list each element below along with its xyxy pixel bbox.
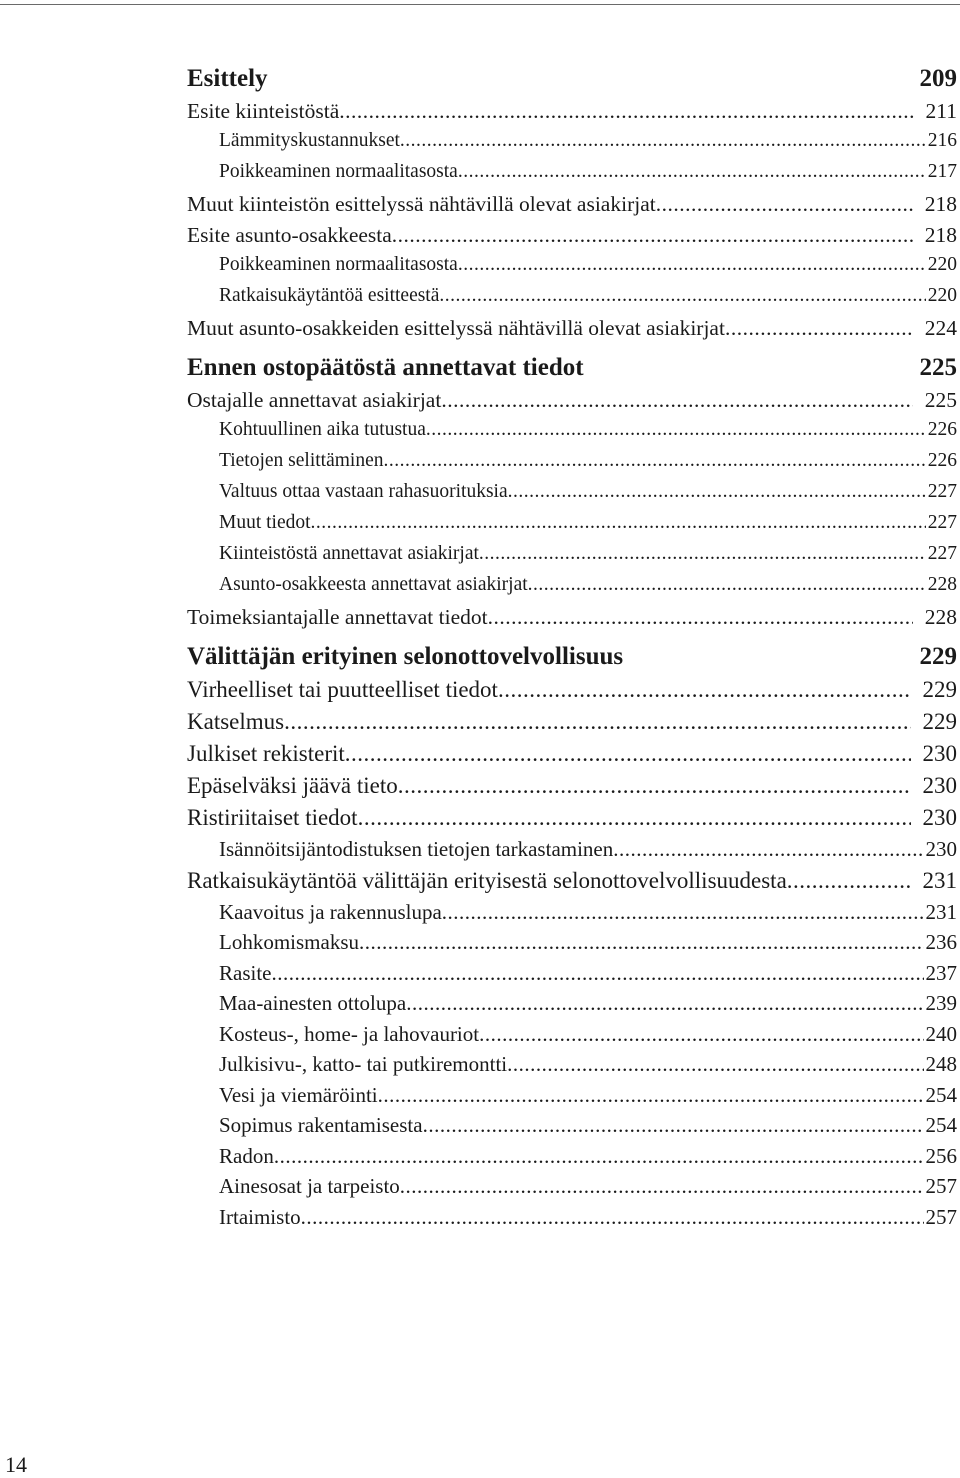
leader-dots <box>359 930 924 955</box>
toc-entry-label: Ratkaisukäytäntöä välittäjän erityisestä selonottovelvollisuudesta <box>187 867 787 893</box>
leader-dots <box>272 961 924 986</box>
leader-dots <box>383 450 925 472</box>
toc-entry-label: Kohtuullinen aika tutustua <box>219 419 426 440</box>
toc-entry-page: 237 <box>925 960 957 985</box>
toc-entry-page: 227 <box>927 543 957 564</box>
toc-entry-label: Sopimus rakentamisesta <box>219 1113 423 1137</box>
leader-dots <box>406 991 923 1016</box>
leader-dots <box>498 677 911 703</box>
toc-entry-page: 254 <box>925 1082 957 1107</box>
toc-entry-label: Muut tiedot <box>219 512 311 533</box>
leader-dots <box>488 605 913 630</box>
leader-dots <box>274 1144 924 1169</box>
top-rule <box>0 4 960 5</box>
toc-entry-page: 257 <box>925 1174 957 1198</box>
leader-dots <box>284 709 910 735</box>
toc-entry-label: Esite asunto-osakkeesta <box>187 223 392 247</box>
leader-dots <box>441 388 912 413</box>
toc-entry-page: 248 <box>925 1052 957 1076</box>
toc-entry-label: Toimeksiantajalle annettavat tiedot <box>187 605 488 629</box>
toc-entry-page: 230 <box>922 805 957 830</box>
toc-entry-label: Muut asunto-osakkeiden esittelyssä nähtävillä olevat asiakirjat <box>187 316 725 340</box>
heading-title: Välittäjän erityinen selonottovelvollisuus <box>187 642 624 670</box>
toc-entry-label: Isännöitsijäntodistuksen tietojen tarkastaminen <box>219 837 614 861</box>
toc-entry[interactable] <box>187 1022 957 1053</box>
toc-entry-page: 229 <box>922 677 957 702</box>
toc-entry-label: Ostajalle annettavat asiakirjat <box>187 388 442 412</box>
toc-entry-label: Virheelliset tai puutteelliset tiedot <box>187 677 498 702</box>
toc-entry-label: Tietojen selittäminen <box>219 450 384 471</box>
leader-dots <box>442 900 924 925</box>
toc-entry-page: 216 <box>927 130 957 151</box>
page-number: 14 <box>5 1452 27 1477</box>
toc-entry[interactable] <box>187 419 957 450</box>
toc-entry[interactable] <box>187 1174 957 1205</box>
toc-entry[interactable] <box>187 837 957 868</box>
toc-entry-page: 220 <box>927 254 957 275</box>
toc-entry-label: Kosteus-, home- ja lahovauriot <box>219 1021 480 1046</box>
toc-entry-page: 236 <box>925 930 957 954</box>
toc-heading-section3[interactable] <box>187 636 957 677</box>
toc-group-section2 <box>187 388 957 636</box>
toc-entry-page: 231 <box>922 867 957 893</box>
leader-dots <box>439 285 925 307</box>
leader-dots <box>479 1022 923 1047</box>
toc-entry[interactable] <box>187 741 957 773</box>
toc-entry-label: Vesi ja viemäröinti <box>219 1082 378 1107</box>
toc-entry-page: 239 <box>925 991 957 1015</box>
toc-entry[interactable] <box>187 709 957 741</box>
toc-entry-page: 211 <box>925 99 957 123</box>
leader-dots <box>507 1052 923 1077</box>
toc-group-section3 <box>187 677 957 1235</box>
toc-entry[interactable] <box>187 450 957 481</box>
leader-dots <box>787 868 911 894</box>
toc-entry-page: 218 <box>924 223 957 247</box>
leader-dots <box>311 512 926 534</box>
toc-entry-label: Rasite <box>219 960 272 985</box>
toc-entry-label: Julkiset rekisterit <box>187 741 345 766</box>
toc-entry[interactable] <box>187 574 957 605</box>
heading-title: Ennen ostopäätöstä annettavat tiedot <box>187 353 584 381</box>
toc-entry-label: Ainesosat ja tarpeisto <box>219 1174 400 1198</box>
toc-entry-page: 227 <box>927 512 957 533</box>
toc-entry-label: Asunto-osakkeesta annettavat asiakirjat <box>219 574 528 595</box>
toc-entry-page: 228 <box>927 574 957 595</box>
heading-title: Esittely <box>187 64 268 92</box>
toc-entry-label: Muut kiinteistön esittelyssä nähtävillä olevat asiakirjat <box>187 192 656 216</box>
leader-dots <box>528 574 926 596</box>
toc-entry-page: 230 <box>922 741 957 766</box>
leader-dots <box>458 254 926 276</box>
toc-entry[interactable] <box>187 1113 957 1144</box>
leader-dots <box>400 130 926 152</box>
heading-page: 225 <box>919 353 957 381</box>
toc-entry-page: 257 <box>925 1204 957 1229</box>
toc-entry-page: 218 <box>924 192 957 216</box>
toc-entry-page: 225 <box>924 388 957 412</box>
toc-entry-page: 224 <box>924 316 957 340</box>
toc-entry[interactable] <box>187 543 957 574</box>
toc-entry-page: 229 <box>922 709 957 734</box>
toc-entry-page: 231 <box>925 899 957 924</box>
toc-entry-page: 254 <box>925 1113 957 1137</box>
toc-entry-page: 226 <box>927 450 957 471</box>
leader-dots <box>423 1113 924 1138</box>
toc-entry-page: 217 <box>927 161 957 182</box>
toc-entry[interactable] <box>187 99 957 130</box>
toc-entry[interactable] <box>187 961 957 992</box>
toc-entry-label: Esite kiinteistöstä <box>187 99 340 123</box>
toc-entry-label: Kiinteistöstä annettavat asiakirjat <box>219 543 479 564</box>
toc-entry[interactable] <box>187 161 957 192</box>
toc-entry[interactable] <box>187 285 957 316</box>
toc-entry[interactable] <box>187 805 957 837</box>
toc-entry-label: Epäselväksi jäävä tieto <box>187 773 398 798</box>
toc-heading-section1[interactable] <box>187 58 957 99</box>
leader-dots <box>458 161 926 183</box>
toc-entry-label: Poikkeaminen normaalitasosta <box>219 161 458 182</box>
leader-dots <box>508 481 926 503</box>
toc-entry[interactable] <box>187 223 957 254</box>
leader-dots <box>400 1174 924 1199</box>
toc-entry[interactable] <box>187 1052 957 1083</box>
toc-entry-page: 240 <box>925 1021 957 1046</box>
toc-entry-page: 256 <box>925 1143 957 1168</box>
leader-dots <box>358 805 911 831</box>
toc-entry[interactable] <box>187 481 957 512</box>
toc-entry-label: Ristiriitaiset tiedot <box>187 805 358 830</box>
toc-entry-page: 220 <box>927 285 957 306</box>
leader-dots <box>725 316 913 341</box>
leader-dots <box>301 1205 924 1230</box>
toc-entry-label: Maa-ainesten ottolupa <box>219 991 407 1015</box>
leader-dots <box>392 223 913 248</box>
toc-entry-label: Lohkomismaksu <box>219 930 359 954</box>
toc-entry-page: 228 <box>924 605 957 629</box>
toc-entry[interactable] <box>187 900 957 931</box>
leader-dots <box>613 837 923 862</box>
toc-entry-page: 230 <box>922 773 957 798</box>
leader-dots <box>378 1083 924 1108</box>
toc-entry[interactable] <box>187 1205 957 1236</box>
toc-entry[interactable] <box>187 773 957 805</box>
toc-entry[interactable] <box>187 512 957 543</box>
toc-entry-label: Ratkaisukäytäntöä esitteestä <box>219 285 440 306</box>
toc-entry-page: 226 <box>927 419 957 440</box>
toc-entry-label: Kaavoitus ja rakennuslupa <box>219 899 442 924</box>
toc-entry[interactable] <box>187 192 957 223</box>
leader-dots <box>339 99 913 124</box>
toc-entry-label: Irtaimisto <box>219 1204 301 1229</box>
toc-entry[interactable] <box>187 316 957 347</box>
leader-dots <box>345 741 911 767</box>
toc-entry-label: Julkisivu-, katto- tai putkiremontti <box>219 1052 508 1076</box>
toc-entry[interactable] <box>187 388 957 419</box>
leader-dots <box>398 773 911 799</box>
toc-entry[interactable] <box>187 930 957 961</box>
toc-entry-label: Poikkeaminen normaalitasosta <box>219 254 458 275</box>
toc-entry[interactable] <box>187 991 957 1022</box>
heading-page: 229 <box>919 642 957 670</box>
table-of-contents <box>187 58 957 1235</box>
leader-dots <box>656 192 913 217</box>
toc-entry[interactable] <box>187 677 957 709</box>
toc-entry-page: 230 <box>925 837 957 861</box>
heading-page: 209 <box>919 64 957 92</box>
leader-dots <box>479 543 926 565</box>
toc-entry[interactable] <box>187 868 957 900</box>
toc-entry-label: Radon <box>219 1143 274 1168</box>
toc-entry[interactable] <box>187 1083 957 1114</box>
leader-dots <box>426 419 926 441</box>
toc-entry[interactable] <box>187 254 957 285</box>
toc-entry-label: Lämmityskustannukset <box>219 130 400 151</box>
toc-entry[interactable] <box>187 130 957 161</box>
toc-entry-page: 227 <box>927 481 957 502</box>
toc-entry-label: Valtuus ottaa vastaan rahasuorituksia <box>219 481 508 502</box>
toc-entry[interactable] <box>187 605 957 636</box>
toc-heading-section2[interactable] <box>187 347 957 388</box>
toc-entry[interactable] <box>187 1144 957 1175</box>
toc-group-section1 <box>187 99 957 347</box>
toc-entry-label: Katselmus <box>187 709 285 734</box>
